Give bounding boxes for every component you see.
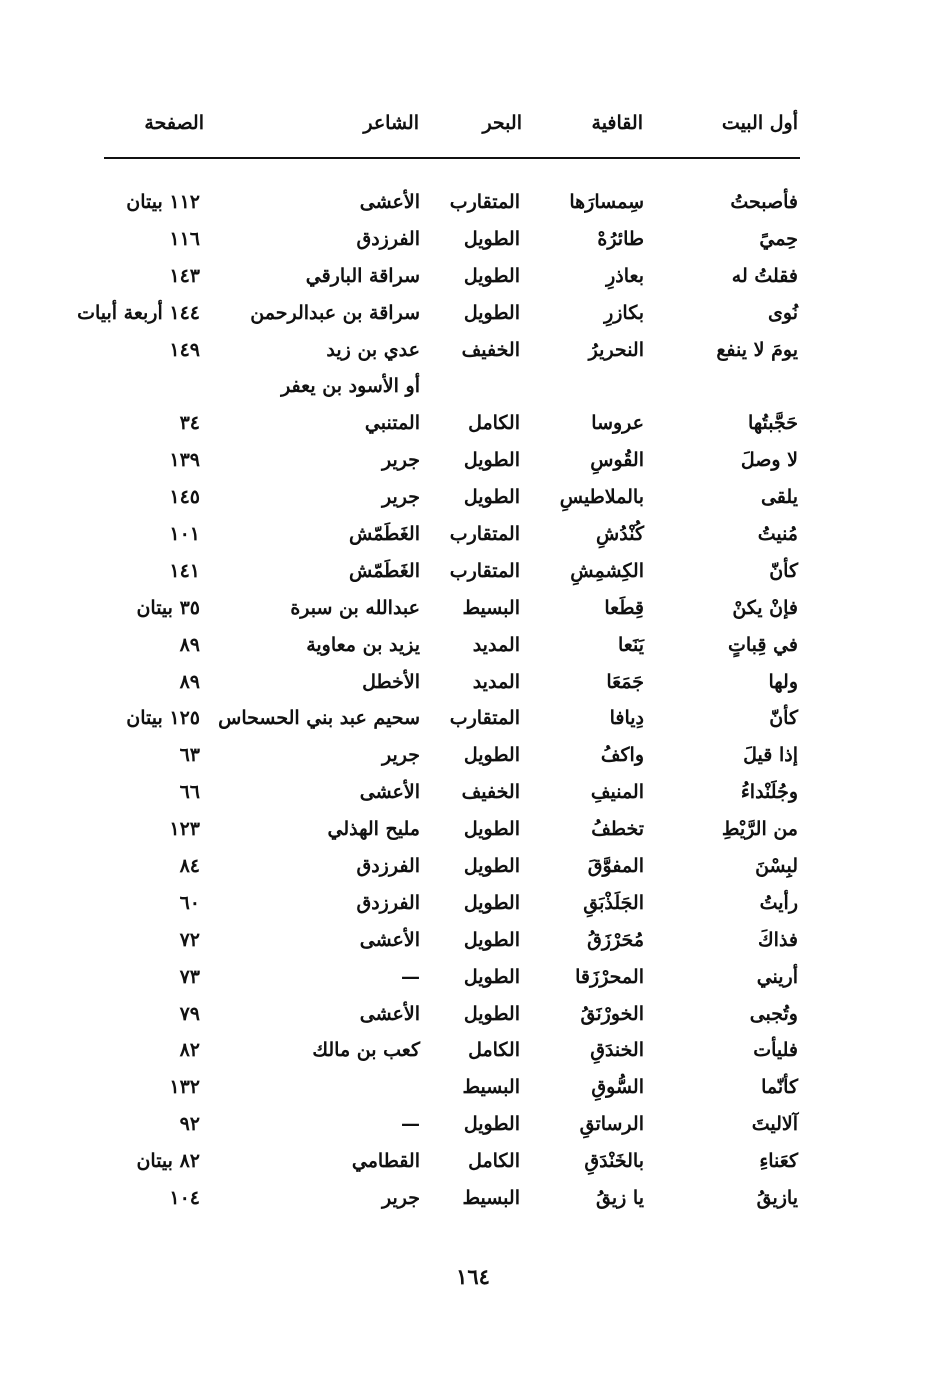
cell-meter: الطويل: [463, 855, 520, 878]
cell-meter: المديد: [472, 633, 520, 656]
cell-rhyme: تخطفُ: [591, 818, 644, 841]
cell-meter: الكامل: [468, 1150, 520, 1173]
cell-rhyme: دِيافا: [609, 707, 644, 730]
cell-rhyme: كُنْدُشِ: [596, 523, 644, 546]
cell-poet: سراقة البارقي: [305, 264, 420, 287]
table-row: [0, 850, 946, 887]
cell-first-verse: حَجَّبتُها: [747, 412, 798, 435]
cell-first-verse: فقلتُ له: [731, 264, 798, 287]
cell-poet: عدي بن زيد: [326, 338, 420, 361]
cell-poet: عبدالله بن سبرة: [290, 596, 420, 619]
cell-rhyme: بالملاطيسِ: [559, 486, 644, 509]
cell-page: ٦٣: [179, 744, 200, 767]
cell-page: ٨٤: [179, 855, 200, 878]
cell-rhyme: السُّوقِ: [591, 1076, 644, 1099]
cell-rhyme: طائرُهْ: [597, 227, 644, 250]
cell-first-verse: وتُجبى: [749, 1002, 798, 1025]
cell-meter: المتقارب: [449, 191, 520, 213]
table-row: [0, 1182, 946, 1219]
cell-page: ٧٣: [179, 965, 200, 988]
cell-poet: كعب بن مالك: [312, 1039, 420, 1062]
cell-page: ٨٢ بيتان: [136, 1150, 200, 1173]
cell-first-verse: آلاليتَ: [751, 1113, 798, 1136]
table-row: [0, 518, 946, 555]
cell-poet: الفرزدق: [356, 227, 420, 250]
table-row: [0, 961, 946, 998]
cell-meter: الطويل: [463, 301, 520, 324]
cell-poet: جرير: [382, 744, 420, 767]
table-row: [0, 297, 946, 334]
cell-first-verse: كعَناءِ: [759, 1150, 798, 1173]
table-row: [0, 555, 946, 592]
table-row: [0, 186, 946, 223]
cell-meter: الخفيف: [461, 781, 520, 804]
cell-rhyme: واكفُ: [600, 744, 644, 767]
cell-meter: الطويل: [463, 928, 520, 951]
cell-page: ٣٥ بيتان: [136, 596, 200, 619]
cell-poet: أو الأسود بن يعفر: [281, 375, 420, 398]
cell-meter: الخفيف: [461, 338, 520, 361]
cell-rhyme: بالخَنْدَقِ: [584, 1150, 644, 1173]
cell-meter: الطويل: [463, 1113, 520, 1136]
cell-page: ١٤٩: [169, 338, 200, 361]
cell-poet: المتنبي: [364, 412, 420, 435]
cell-poet: الغَطَمّش: [348, 523, 420, 546]
cell-meter: البسيط: [462, 1187, 520, 1210]
table-row: [0, 1145, 946, 1182]
cell-meter: الطويل: [463, 891, 520, 914]
cell-first-verse: رأيتُ: [759, 891, 798, 914]
table-row: [0, 407, 946, 444]
cell-first-verse: من الرَّيْطِ: [721, 818, 798, 841]
cell-rhyme: بعاذرِ: [606, 264, 644, 287]
cell-first-verse: يومَ لا ينفع: [716, 338, 798, 361]
cell-first-verse: في قِباتٍ: [727, 633, 798, 656]
header-rhyme: القافية: [591, 112, 643, 134]
cell-poet: الأعشى: [359, 1002, 420, 1025]
cell-first-verse: أريني: [756, 965, 798, 988]
table-row: [0, 666, 946, 703]
table-row: [0, 1108, 946, 1145]
cell-rhyme: الجَلَذْبَقِ: [583, 891, 644, 914]
cell-meter: الطويل: [463, 744, 520, 767]
header-poet: الشاعر: [363, 112, 419, 134]
cell-page: ١٤٣: [169, 264, 200, 287]
cell-rhyme: يَنَعا: [618, 633, 644, 656]
header-first-verse: أول البيت: [721, 112, 798, 134]
cell-first-verse: يلقى: [760, 486, 798, 509]
cell-rhyme: الكِشمِشِ: [570, 559, 644, 582]
table-row: [0, 629, 946, 666]
cell-poet: يزيد بن معاوية: [306, 633, 420, 656]
header-meter: البحر: [482, 112, 522, 134]
cell-rhyme: عروسا: [591, 412, 644, 435]
cell-rhyme: المنيفِ: [590, 781, 644, 804]
cell-first-verse: فإنْ يكنْ: [732, 596, 798, 619]
cell-meter: الطويل: [463, 1002, 520, 1025]
cell-poet: القطامي: [351, 1150, 420, 1173]
cell-page: ١٤٤ أربعة أبيات: [77, 301, 200, 324]
cell-rhyme: الخورْنَقُ: [580, 1002, 644, 1025]
table-row: [0, 887, 946, 924]
cell-page: ١٠٤: [169, 1187, 200, 1210]
cell-poet: سراقة بن عبدالرحمن: [250, 301, 420, 324]
cell-rhyme: الرساتقِ: [579, 1113, 644, 1136]
cell-page: ٨٢: [179, 1039, 200, 1062]
cell-first-verse: ولها: [768, 670, 798, 693]
header-page: الصفحة: [144, 112, 204, 134]
cell-first-verse: كأنّ: [769, 707, 798, 730]
cell-rhyme: مُحَرْزَقُ: [587, 928, 644, 951]
cell-meter: الطويل: [463, 449, 520, 472]
header-rule: [104, 157, 800, 159]
cell-rhyme: المحرْزَقا: [575, 965, 644, 988]
cell-poet: —: [401, 965, 420, 988]
table-row: [0, 776, 946, 813]
cell-first-verse: كأنّ: [769, 559, 798, 582]
cell-page: ١٤١: [169, 559, 200, 582]
cell-meter: المتقارب: [449, 707, 520, 730]
cell-rhyme: بكازرِ: [604, 301, 644, 324]
cell-poet: الفرزدق: [356, 891, 420, 914]
cell-rhyme: القُوسِ: [590, 449, 644, 472]
cell-poet: جرير: [382, 486, 420, 509]
cell-page: ٧٢: [179, 928, 200, 951]
table-row: [0, 370, 946, 407]
table-row: [0, 444, 946, 481]
cell-page: ١١٦: [169, 227, 200, 250]
table-row: [0, 334, 946, 371]
table-row: [0, 1034, 946, 1071]
cell-poet: سحيم عبد بني الحسحاس: [218, 707, 420, 730]
table-row: [0, 1071, 946, 1108]
cell-page: ٦٦: [179, 781, 200, 804]
cell-poet: الأعشى: [359, 781, 420, 804]
cell-first-verse: فليأت: [753, 1039, 798, 1062]
cell-meter: المديد: [472, 670, 520, 693]
cell-poet: مليح الهذلي: [327, 818, 420, 841]
cell-page: ١٤٥: [169, 486, 200, 509]
cell-meter: الطويل: [463, 264, 520, 287]
cell-poet: الأعشى: [359, 191, 420, 213]
cell-meter: الطويل: [463, 818, 520, 841]
cell-poet: الأخطل: [362, 670, 420, 693]
table-row: [0, 924, 946, 961]
table-row: [0, 592, 946, 629]
cell-first-verse: مُنيتُ: [757, 523, 798, 546]
cell-meter: الطويل: [463, 227, 520, 250]
cell-poet: جرير: [382, 1187, 420, 1210]
cell-poet: الفرزدق: [356, 855, 420, 878]
cell-first-verse: يازيقُ: [756, 1187, 798, 1210]
cell-page: ١٣٩: [169, 449, 200, 472]
table-row: [0, 702, 946, 739]
cell-page: ١٢٥ بيتان: [126, 707, 200, 730]
cell-meter: البسيط: [462, 1076, 520, 1099]
cell-first-verse: لبِسْنَ: [755, 855, 798, 878]
cell-first-verse: حِميً: [759, 227, 798, 250]
cell-rhyme: جَمَعَا: [606, 670, 644, 693]
cell-meter: الطويل: [463, 965, 520, 988]
cell-meter: البسيط: [462, 596, 520, 619]
cell-rhyme: سِمسارَها: [569, 191, 644, 213]
table-row: [0, 260, 946, 297]
cell-page: ٣٤: [179, 412, 200, 435]
cell-poet: الغَطَمّش: [348, 559, 420, 582]
cell-rhyme: الخندَقِ: [590, 1039, 644, 1062]
table-body: [0, 186, 946, 1219]
cell-rhyme: النحريرُ: [588, 338, 644, 361]
cell-rhyme: يا زيقُ: [595, 1187, 644, 1210]
cell-first-verse: لا وصلَ: [740, 449, 798, 472]
cell-meter: الكامل: [468, 412, 520, 435]
cell-page: ١٠١: [169, 523, 200, 546]
table-row: [0, 223, 946, 260]
table-row: [0, 481, 946, 518]
table-header: [0, 112, 946, 146]
cell-poet: جرير: [382, 449, 420, 472]
cell-page: ١١٢ بيتان: [126, 191, 200, 213]
cell-first-verse: نُوى: [768, 301, 798, 324]
cell-first-verse: فذاكَ: [758, 928, 798, 951]
table-row: [0, 998, 946, 1035]
cell-meter: المتقارب: [449, 559, 520, 582]
page-number: ١٦٤: [456, 1264, 490, 1289]
cell-meter: الكامل: [468, 1039, 520, 1062]
cell-rhyme: قِطَعا: [604, 596, 644, 619]
table-row: [0, 813, 946, 850]
cell-page: ٩٢: [179, 1113, 200, 1136]
cell-page: ٦٠: [179, 891, 200, 914]
cell-poet: —: [401, 1113, 420, 1136]
cell-poet: الأعشى: [359, 928, 420, 951]
cell-page: ٨٩: [179, 670, 200, 693]
cell-meter: المتقارب: [449, 523, 520, 546]
cell-first-verse: إذا قيلَ: [743, 744, 798, 767]
cell-rhyme: المفوَّقَ: [587, 855, 644, 878]
cell-page: ١٢٣: [169, 818, 200, 841]
table-row: [0, 739, 946, 776]
cell-page: ٨٩: [179, 633, 200, 656]
cell-meter: الطويل: [463, 486, 520, 509]
cell-first-verse: كأنّما: [761, 1076, 798, 1099]
cell-first-verse: فأصبحتُ: [730, 191, 798, 213]
cell-page: ١٣٢: [169, 1076, 200, 1099]
cell-first-verse: وجُلَنْداءُ: [740, 781, 798, 804]
cell-page: ٧٩: [179, 1002, 200, 1025]
